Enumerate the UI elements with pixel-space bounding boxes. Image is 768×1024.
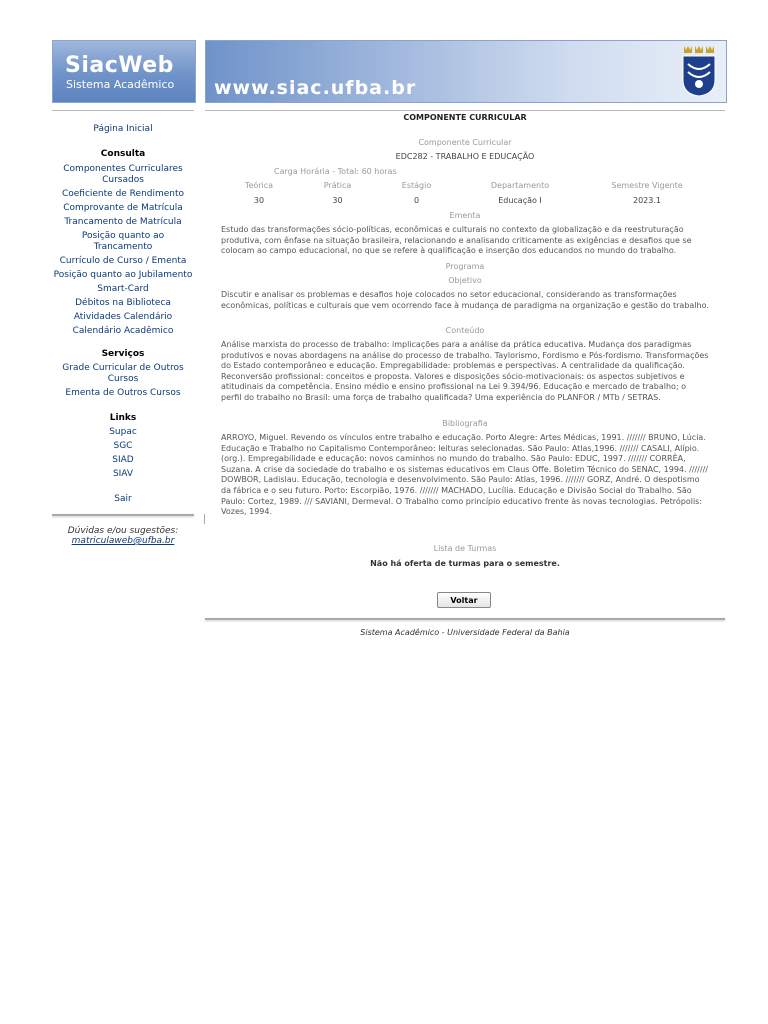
banner-url: www.siac.ufba.br xyxy=(214,77,417,99)
menu-comprovante[interactable]: Comprovante de Matrícula xyxy=(63,203,183,213)
sidebar-bottom-divider xyxy=(52,514,194,516)
menu-grade-outros[interactable]: Grade Curricular de Outros Cursos xyxy=(62,363,184,384)
page-title: COMPONENTE CURRICULAR xyxy=(403,113,527,122)
servicos-menu xyxy=(52,363,194,399)
turmas-message: Não há oferta de turmas para o semestre. xyxy=(370,559,560,568)
links-heading: Links xyxy=(109,413,137,423)
menu-trancamento[interactable]: Trancamento de Matrícula xyxy=(64,217,182,227)
value-estagio: 0 xyxy=(413,196,420,205)
link-supac[interactable]: Supac xyxy=(109,427,137,437)
main-top-divider xyxy=(205,110,725,111)
home-link[interactable]: Página Inicial xyxy=(93,124,153,134)
main-bottom-divider xyxy=(205,618,725,620)
logo-subtitle: Sistema Acadêmico xyxy=(66,78,175,91)
componente-label: Componente Curricular xyxy=(418,138,512,147)
bibliografia-label: Bibliografia xyxy=(442,419,488,428)
turmas-label: Lista de Turmas xyxy=(433,544,497,553)
header-teorica: Teórica xyxy=(244,181,274,190)
back-button[interactable]: Voltar xyxy=(437,592,491,608)
bibliografia-text: ARROYO, Miguel. Revendo os vínculos entre trabalho e educação. Porto Alegre: Artes Médicas, 1991. /////// BRUNO, Lúcia. Educação e Trabalho no Capitalismo Contemporâneo: leituras selecionadas. São Paulo: Atlas,1996. /////// CASALI, Alípio.(org.). Empregabilidade e educação: novos caminhos no mundo do trabalho. São Paulo: EDUC, 1997. /////// CORRÊA, Suzana. A crise da sociedade do trabalho e os sistemas educativos em Claus Offe. Boletim Técnico do SENAC, 1994. /////// DOWBOR, Ladislau. Educação, tecnologia e desenvolvimento. São Paulo: Atlas, 1996. /////// GORZ, André. O despotismo da fábrica e o seu futuro. Porto: Escorpião, 1976. /////// MACHADO, Lucília. Educação e Divisão Social do Trabalho. São Paulo: Cortez, 1989. /// SAVIANI, Dermeval. O Trabalho como princípio educativo frente às novas tecnologias. Petrópolis: Vozes, 1994. xyxy=(221,433,708,517)
programa-label: Programa xyxy=(445,262,485,271)
link-sgc[interactable]: SGC xyxy=(113,441,133,451)
menu-curriculo[interactable]: Currículo de Curso / Ementa xyxy=(59,256,187,266)
consulta-menu xyxy=(52,164,194,337)
header-pratica: Prática xyxy=(323,181,352,190)
link-siad[interactable]: SIAD xyxy=(112,455,134,465)
logo-title: SiacWeb xyxy=(65,53,174,78)
value-teorica: 30 xyxy=(253,196,265,205)
logout-link[interactable]: Sair xyxy=(114,494,132,504)
sidebar xyxy=(52,110,194,508)
value-pratica: 30 xyxy=(332,196,343,205)
menu-calendario[interactable]: Calendário Acadêmico xyxy=(72,326,174,336)
servicos-heading: Serviços xyxy=(101,349,145,359)
menu-componentes-cursados[interactable]: Componentes Curriculares Cursados xyxy=(63,164,183,185)
header-banner xyxy=(205,40,727,103)
footer-text: Sistema Acadêmico - Universidade Federal da Bahia xyxy=(360,628,570,637)
menu-ementa-outros[interactable]: Ementa de Outros Cursos xyxy=(65,388,181,398)
menu-debitos[interactable]: Débitos na Biblioteca xyxy=(75,298,171,308)
header-departamento: Departamento xyxy=(490,181,550,190)
menu-atividades[interactable]: Atividades Calendário xyxy=(73,312,173,322)
contact-label: Dúvidas e/ou sugestões: xyxy=(67,526,179,536)
menu-posicao-trancamento[interactable]: Posição quanto ao Trancamento xyxy=(81,231,165,252)
hours-header-row xyxy=(221,181,709,190)
ementa-label: Ementa xyxy=(449,211,481,220)
value-semestre: 2023.1 xyxy=(633,196,661,205)
conteudo-text: Análise marxista do processo de trabalho: implicações para a análise da prática educativa. Mudança dos paradigmas produtivos e novas abordagens na análise do processo de trabalho. Taylorismo, Fordismo e Pós-fordismo. Transformações do Estado contemporâneo e educação. Empregabilidade: problemas e perspectivas. A centralidade da qualificação. Reconversão profissional: conceitos e proposta. Valores e disposições sócio-motivacionais: os aspectos subjetivos e atitudinais da competência. Ensino médio e ensino profissional na Lei 9.394/96. Educação e mercado de trabalho; o perfil do trabalho no Brasil: uma força de trabalho qualificada? Uma experiência do PLANFOR / MTb / SETRAS. xyxy=(221,340,709,402)
carga-horaria: Carga Horária - Total: 60 horas xyxy=(274,167,397,176)
header-estagio: Estágio xyxy=(401,181,432,190)
sidebar-divider-tick xyxy=(204,514,205,524)
objetivo-label: Objetivo xyxy=(448,276,482,285)
componente-value: EDC282 - TRABALHO E EDUCAÇÃO xyxy=(395,152,535,161)
links-menu xyxy=(52,427,194,480)
value-departamento: Educação I xyxy=(498,196,542,205)
menu-coeficiente[interactable]: Coeficiente de Rendimento xyxy=(61,189,185,199)
conteudo-label: Conteúdo xyxy=(445,326,485,335)
siacweb-logo xyxy=(52,40,196,103)
ementa-text: Estudo das transformações sócio-políticas, econômicas e culturais no contexto da globalização e da reestruturação produtiva, com ênfase na situação brasileira, relacionando e analisando criticamente as exigências e desafios que se colocam ao campo educacional, no que se refere à qualificação e inserção dos educandos no mundo do trabalho. xyxy=(221,225,692,256)
ufba-crest-icon xyxy=(680,44,718,98)
menu-smart-card[interactable]: Smart-Card xyxy=(97,284,149,294)
hours-value-row xyxy=(221,196,709,205)
link-siav[interactable]: SIAV xyxy=(112,469,134,479)
menu-jubilamento[interactable]: Posição quanto ao Jubilamento xyxy=(53,270,193,280)
consulta-heading: Consulta xyxy=(100,149,146,159)
header-semestre: Semestre Vigente xyxy=(611,181,683,190)
objetivo-text: Discutir e analisar os problemas e desafios hoje colocados no setor educacional, considerando as transformações econômicas, políticas e culturais que vem ocorrendo face à mudança de paradigma na organização e gestão do trabalho. xyxy=(221,290,709,310)
contact-email-link[interactable]: matriculaweb@ufba.br xyxy=(71,536,175,546)
